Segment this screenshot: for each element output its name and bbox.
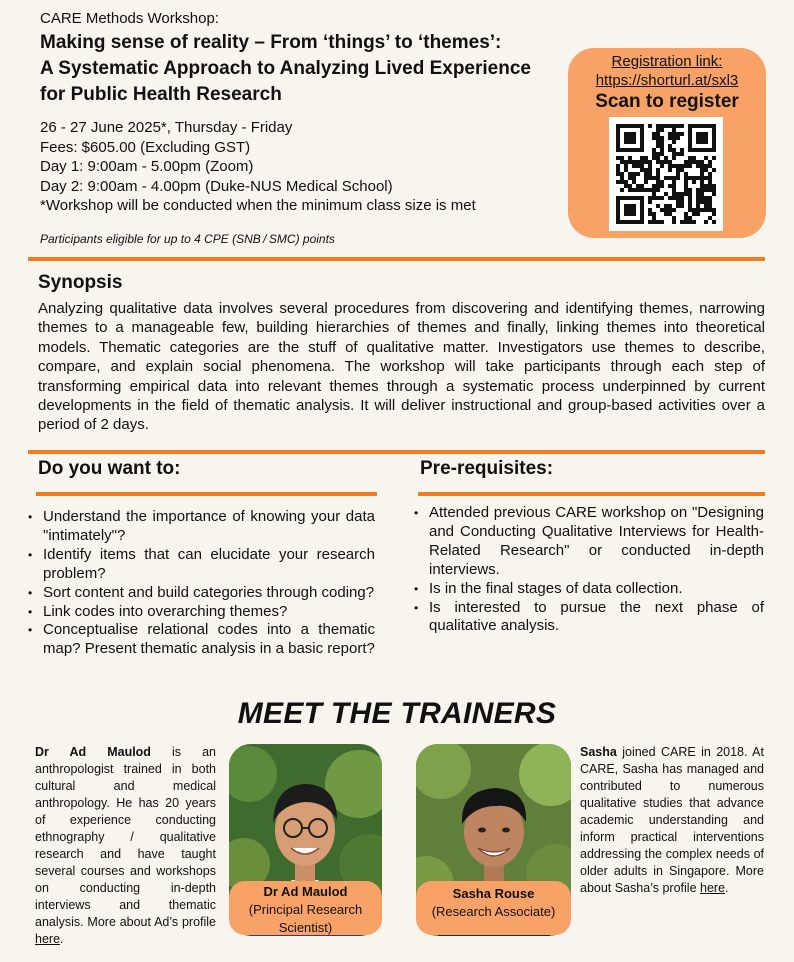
prereq-item: • Is in the final stages of data collection. [411,580,764,599]
sasha-caption [416,881,571,935]
prereq-item: • Is interested to pursue the next phase of qualitative analysis. [411,599,764,637]
scan-to-register-label: Scan to register [595,91,739,112]
prereq-underline [418,492,765,496]
qr-code-icon [609,117,723,231]
want-underline [36,492,377,496]
sasha-name: Sasha [580,745,617,759]
workshop-title [40,30,580,108]
ad-caption [229,881,382,935]
sasha-bio-end: . [725,881,729,895]
prereq-heading: Pre-requisites: [420,458,554,479]
want-item: • Sort content and build categories through coding? [25,584,375,603]
workshop-dates: 26 - 27 June 2025*, Thursday - Friday [40,119,293,136]
divider-top [28,257,765,261]
registration-box [568,48,766,238]
title-line-3: for Public Health Research [40,84,282,105]
ad-name: Dr Ad Maulod [35,745,151,759]
sasha-bio [580,744,764,897]
title-line-2: A Systematic Approach to Analyzing Lived Experience [40,58,531,79]
day-2-schedule: Day 2: 9:00am - 4.00pm (Duke-NUS Medical School) [40,177,393,195]
want-list [25,508,375,659]
class-size-note: *Workshop will be conducted when the minimum class size is met [40,197,476,215]
ad-bio-end: . [60,932,64,946]
want-item: • Understand the importance of knowing your data "intimately"? [25,508,375,546]
synopsis-heading: Synopsis [38,272,123,293]
sasha-bio-text: joined CARE in 2018. At CARE, Sasha has managed and contributed to numerous qualitative studies that advance academic understanding and inform practical interventions addressing the complex needs of older adults in Singapore. More about Sasha’s profile [580,745,764,895]
workshop-fees: Fees: $605.00 (Excluding GST) [40,138,251,156]
want-heading: Do you want to: [38,458,181,479]
registration-url[interactable]: https://shorturl.at/sxl3 [595,72,739,89]
prereq-item: • Attended previous CARE workshop on "Designing and Conducting Qualitative Interviews for Health-Related Research" or conducted in-depth interviews. [411,504,764,580]
qr-code[interactable] [609,117,723,231]
sasha-profile-link[interactable]: here [700,881,726,895]
ad-profile-link[interactable]: here [35,932,61,946]
synopsis-text: Analyzing qualitative data involves several procedures from discovering and identifying themes, narrowing themes to a manageable few, building hierarchies of themes and finally, linking themes into theoretical models. Thematic categories are the stuff of qualitative matter. Investigators use themes to describe, compare, and explain social phenomena. The workshop will take participants through each step of transforming empirical data into relevant themes through a systematic process underpinned by current developments in the field of thematic analysis. It will deliver instructional and group-based activities over a period of 2 days. [38,300,765,434]
divider-middle [28,450,765,454]
registration-link-label[interactable]: Registration link: [611,53,723,70]
sasha-caption-role: (Research Associate) [431,904,556,919]
sasha-caption-name: Sasha Rouse [452,886,535,901]
workshop-series-label: CARE Methods Workshop: [40,10,219,27]
workshop-details [40,118,476,216]
cpe-note: Participants eligible for up to 4 CPE (SNB / SMC) points [40,232,335,246]
day-1-schedule: Day 1: 9:00am - 5.00pm (Zoom) [40,158,254,176]
title-line-1: Making sense of reality – From ‘things’ to ‘themes’: [40,32,502,53]
ad-bio [35,744,216,948]
ad-bio-text: is an anthropologist trained in both cultural and medical anthropology. He has 20 years of experience conducting ethnography / qualitative research and have taught several courses and workshops on conducting in-depth interviews and thematic analysis. More about Ad’s profile [35,745,216,929]
want-item: • Conceptualise relational codes into a thematic map? Present thematic analysis in a basic report? [25,621,375,659]
trainers-heading: MEET THE TRAINERS [237,697,557,730]
prereq-list [411,504,764,636]
want-item: • Identify items that can elucidate your research problem? [25,546,375,584]
want-item: • Link codes into overarching themes? [25,603,375,622]
ad-caption-role: (Principal Research Scientist) [248,902,363,935]
ad-caption-name: Dr Ad Maulod [263,884,348,899]
